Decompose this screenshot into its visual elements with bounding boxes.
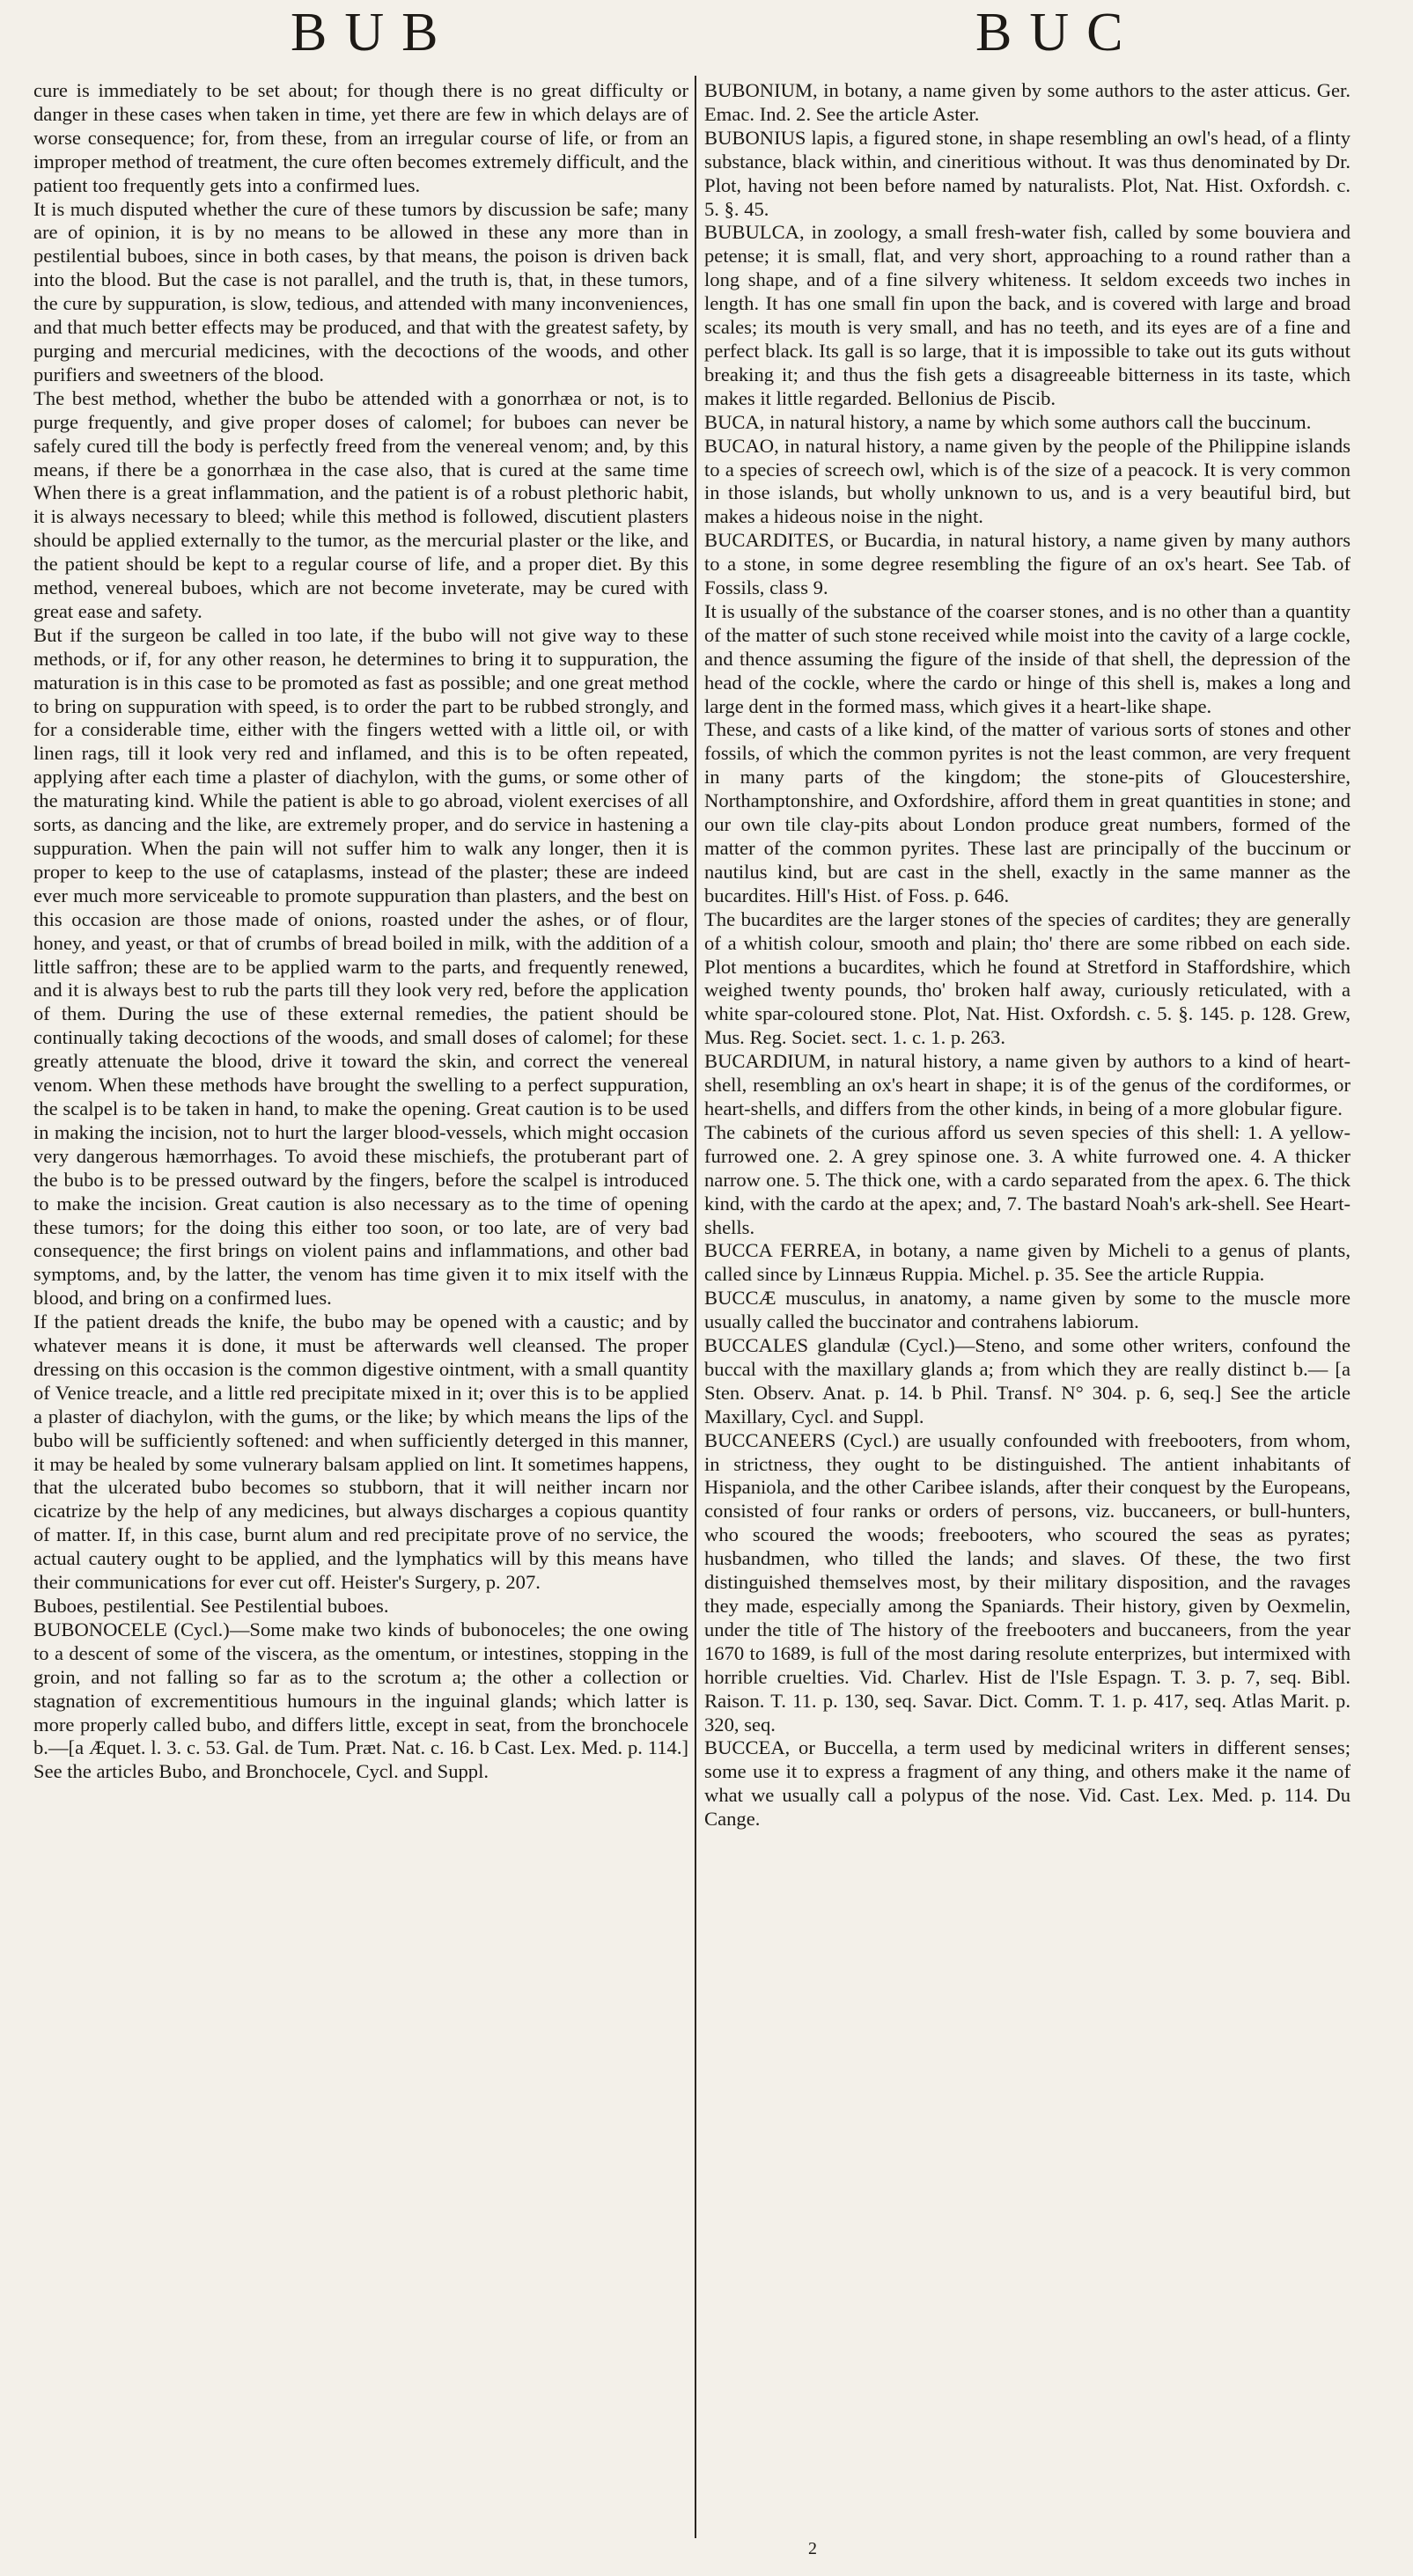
paragraph: But if the surgeon be called in too late, if the bubo will not give way to these methods, or if, for any other reason, he determines to bring it to suppuration, the maturation is in this case to be promoted as fast as possible; and one great method to bring on suppuration with speed, is to order the part to be rubbed strongly, and for a considerable time, either with the fingers wetted with a little oil, or with linen rags, till it look very red and inflamed, and this is to be often repeated, applying after each time a plaster of diachylon, with the gums, or some other of the maturating kind. While the patient is able to go abroad, violent exercises of all sorts, as dancing and the like, are extremely proper, and do service in hastening a suppuration. When the pain will not suffer him to walk any longer, then it is proper to keep to the use of cataplasms, instead of the plaster; these are indeed ever much more serviceable to promote suppuration than plasters, and the best on this occasion are those made of onions, roasted under the ashes, or of flour, honey, and yeast, or that of crumbs of bread boiled in milk, with the addition of a little saffron; these are to be applied warm to the parts, and frequently renewed, and it is always best to rub the parts till they look very red, before the application of them. During the use of these external remedies, the patient should be continually taking decoctions of the woods, and small doses of calomel; for these greatly attenuate the blood, drive it toward the skin, and correct the venereal venom. When these methods have brought the swelling to a perfect suppuration, the scalpel is to be taken in hand, to make the opening. Great caution is to be used in making the incision, not to hurt the larger blood-vessels, which might occasion very dangerous hæmorrhages. To avoid these mischiefs, the protuberant part of the bubo is to be pressed outward by the fingers, before the scalpel is introduced to make the incision. Great caution is also necessary as to the time of opening these tumors; for the doing this either too soon, or too late, are of very bad consequence; the first brings on violent pains and inflammations, and other bad symptoms, and, by the latter, the venom has time given it to mix itself with the blood, and bring on a confirmed lues. [33,623,688,1310]
paragraph: It is much disputed whether the cure of these tumors by discussion be safe; many are of opinion, it is by no means to be allowed in these any more than in pestilential buboes, since in both cases, by that means, the poison is driven back into the blood. But the case is not parallel, and the truth is, that, in these tumors, the cure by suppuration, is slow, tedious, and attended with many inconveniences, and that much better effects may be produced, and that with the greatest safety, by purging and mercurial medicines, with the decoctions of the woods, and other purifiers and sweetners of the blood. [33,197,688,385]
paragraph: The best method, whether the bubo be attended with a gonorrhæa or not, is to purge frequently, and give proper doses of calomel; for buboes can never be safely cured till the body is perfectly freed from the venereal venom; and, by this means, if there be a gonorrhæa in the case also, that is cured at the same time When there is a great inflammation, and the patient is of a robust plethoric habit, it is always necessary to bleed; while this method is followed, discutient plasters should be applied externally to the tumor, as the mercurial plaster or the like, and the patient should be kept to a regular course of life, and a proper diet. By this method, venereal buboes, which are not become inveterate, may be cured with great ease and safety. [33,386,688,622]
entry-bubonium: BUBONIUM, in botany, a name given by some authors to the aster atticus. Ger. Emac. Ind. 2. See the article Aster. [704,79,1350,125]
entry-buccaneers: BUCCANEERS (Cycl.) are usually confounded with freebooters, from whom, in strictness, they ought to be distinguished. The antient inhabitants of Hispaniola, and the other Caribee islands, after their conquest by the Europeans, consisted of four ranks or orders of persons, viz. buccaneers, or bull-hunters, who scoured the woods; freebooters, who scoured the seas as pyrates; husbandmen, who tilled the lands; and slaves. Of these, the two first distinguished themselves most, by their military disposition, and the ravages they made, especially among the Spaniards. Their history, given by Oexmelin, under the title of The history of the freebooters and buccaneers, from the year 1670 to 1689, is full of the most daring resolute enterprizes, but intermixed with horrible cruelties. Vid. Charlev. Hist de l'Isle Espagn. T. 3. p. 7, seq. Bibl. Raison. T. 11. p. 130, seq. Savar. Dict. Comm. T. 1. p. 417, seq. Atlas Marit. p. 320, seq. [704,1428,1350,1736]
left-column [33,79,688,2535]
paragraph: If the patient dreads the knife, the bubo may be opened with a caustic; and by whatever means it is done, it must be afterwards well cleansed. The proper dressing on this occasion is the common digestive ointment, with a small quantity of Venice treacle, and a little red precipitate mixed in it; over this is to be applied a plaster of diachylon, with the gums, or the like; by which means the lips of the bubo will be sufficiently softened: and when sufficiently deterged in this manner, it may be healed by some vulnerary balsam applied on lint. It sometimes happens, that the ulcerated bubo becomes so stubborn, that it will neither incarn nor cicatrize by the help of any medicines, but always discharges a copious quantity of matter. If, in this case, burnt alum and red precipitate prove of no service, the actual cautery ought to be applied, and the lymphatics will by this means have their communications for ever cut off. Heister's Surgery, p. 207. [33,1310,688,1594]
running-head-left: BUB [291,3,456,62]
entry-bucao: BUCAO, in natural history, a name given by the people of the Philippine islands to a species of screech owl, which is of the size of a peacock. It is very common in those islands, but wholly unknown to us, and is a very beautiful bird, but makes a hideous noise in the night. [704,434,1350,528]
entry-bubonocele: BUBONOCELE (Cycl.)—Some make two kinds of bubonoceles; the one owing to a descent of some of the viscera, as the omentum, or intestines, stopping in the groin, and not falling so far as to the scrotum a; the other a collection or stagnation of excrementitious humours in the inguinal glands; which latter is more properly called bubo, and differs little, except in seat, from the bronchocele b.—[a Æquet. l. 3. c. 53. Gal. de Tum. Præt. Nat. c. 16. b Cast. Lex. Med. p. 114.] See the articles Bubo, and Bronchocele, Cycl. and Suppl. [33,1618,688,1783]
entry-buccea: BUCCEA, or Buccella, a term used by medicinal writers in different senses; some use it to express a fragment of any thing, and others make it the name of what we usually call a polypus of the nose. Vid. Cast. Lex. Med. p. 114. Du Cange. [704,1736,1350,1831]
entry-bubulca: BUBULCA, in zoology, a small fresh-water fish, called by some bouviera and petense; it is small, flat, and very short, approaching to a round rather than a long shape, and of a fine silvery whiteness. It seldom exceeds two inches in length. It has one small fin upon the back, and is covered with large and broad scales; its mouth is very small, and has no teeth, and its eyes are of a fine and perfect black. Its gall is so large, that it is impossible to take out its guts without breaking it; and thus the fish gets a disagreeable bitterness in its taste, which makes it little regarded. Bellonius de Piscib. [704,221,1350,409]
entry-bucca-ferrea: BUCCA FERREA, in botany, a name given by Micheli to a genus of plants, called since by Linnæus Ruppia. Michel. p. 35. See the article Ruppia. [704,1239,1350,1286]
paragraph: The cabinets of the curious afford us seven species of this shell: 1. A yellow-furrowed one. 2. A grey spinose one. 3. A white furrowed one. 4. A thicker narrow one. 5. The thick one, with a cardo separated from the apex. 6. The thick kind, with the cardo at the apex; and, 7. The bastard Noah's ark-shell. See Heart-shells. [704,1120,1350,1238]
entry-buccae: BUCCÆ musculus, in anatomy, a name given by some to the muscle more usually called the buccinator and contrahens labiorum. [704,1287,1350,1333]
right-column [704,79,1350,2535]
paragraph: cure is immediately to be set about; for though there is no great difficulty or danger in these cases when taken in time, yet there are few in which delays are of worse consequence; for, from these, from an irregular course of life, or from an improper method of treatment, the cure often becomes extremely difficult, and the patient too frequently gets into a confirmed lues. [33,79,688,196]
column-divider [695,76,696,2538]
paragraph: The bucardites are the larger stones of the species of cardites; they are generally of a whitish colour, smooth and plain; tho' there are some ribbed on each side. Plot mentions a bucardites, which he found at Stretford in Staffordshire, which weighed twenty pounds, tho' broken half away, curiously reticulated, with a white spar-coloured stone. Plot, Nat. Hist. Oxfordsh. c. 5. §. 145. p. 128. Grew, Mus. Reg. Societ. sect. 1. c. 1. p. 263. [704,907,1350,1049]
entry-bucardium: BUCARDIUM, in natural history, a name given by authors to a kind of heart-shell, resembling an ox's heart in shape; it is of the genus of the cordiformes, or heart-shells, and differs from the other kinds, in being of a more globular figure. [704,1050,1350,1119]
page-number: 2 [808,2539,817,2558]
running-head-right: BUC [975,3,1141,62]
paragraph: These, and casts of a like kind, of the matter of various sorts of stones and other fossils, of which the common pyrites is not the least common, are very frequent in many parts of the kingdom; the stone-pits of Gloucestershire, Northamptonshire, and Oxfordshire, afford them in great quantities in stone; and our own tile clay-pits about London produce great numbers, formed of the matter of the common pyrites. These last are principally of the buccinum or nautilus kind, but are cast in the shell, exactly in the same manner as the bucardites. Hill's Hist. of Foss. p. 646. [704,718,1350,906]
entry-buboes: Buboes, pestilential. See Pestilential buboes. [33,1595,389,1617]
entry-buca: BUCA, in natural history, a name by which some authors call the buccinum. [704,410,1312,433]
paragraph: It is usually of the substance of the coarser stones, and is no other than a quantity of the matter of such stone received while moist into the cavity of a large cockle, and thence assuming the figure of the inside of that shell, the depression of the head of the cockle, where the cardo or hinge of this shell is, makes a long and large dent in the formed mass, which gives it a heart-like shape. [704,599,1350,717]
entry-buccales: BUCCALES glandulæ (Cycl.)—Steno, and some other writers, confound the buccal with the maxillary glands a; from which they are really distinct b.— [a Sten. Observ. Anat. p. 14. b Phil. Transf. N° 304. p. 6, seq.] See the article Maxillary, Cycl. and Suppl. [704,1334,1350,1427]
entry-bubonius: BUBONIUS lapis, a figured stone, in shape resembling an owl's head, of a flinty substance, black within, and cineritious without. It was thus denominated by Dr. Plot, having not been before named by naturalists. Plot, Nat. Hist. Oxfordsh. c. 5. §. 45. [704,126,1350,220]
entry-bucardites: BUCARDITES, or Bucardia, in natural history, a name given by many authors to a stone, in some degree resembling the figure of an ox's heart. See Tab. of Fossils, class 9. [704,529,1350,599]
